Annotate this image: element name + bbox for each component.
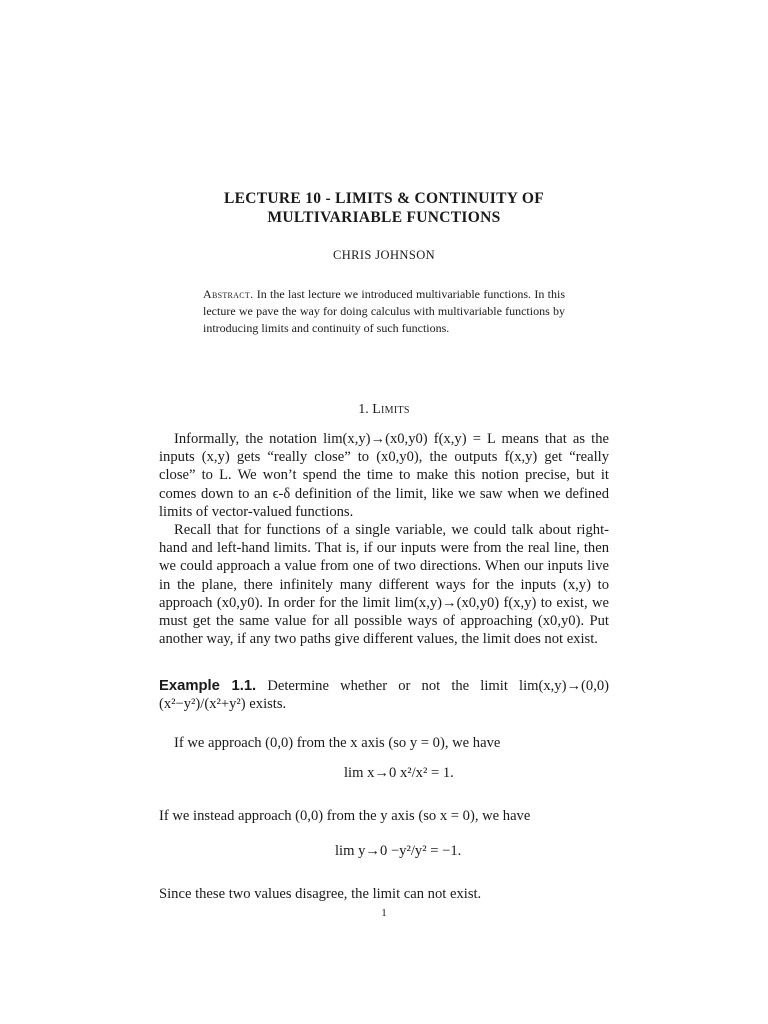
example-text: Determine whether or not the limit lim(x,y)→(0,0) (x²−y²)/(x²+y²) exists.: [159, 678, 610, 713]
paragraph-text: If we approach (0,0) from the x axis (so y = 0), we have: [174, 735, 501, 751]
abstract-label: Abstract.: [203, 287, 254, 301]
paragraph-text: Informally, the notation lim(x,y)→(x0,y0) f(x,y) = L means that as the inputs (x,y) gets “really close” to (x0,y0), the outputs f(x,y) get “really close” to L. We won’t spend the time to make this notion precise, but it comes down to an ϵ-δ definition of the limit, like we saw when we defined limits of vector-valued functions.: [159, 431, 609, 520]
equation-text: lim y→0 −y²/y² = −1.: [335, 843, 462, 859]
abstract: [203, 286, 565, 337]
abstract-text: In the last lecture we introduced multivariable functions. In this lecture we pave the way for doing calculus with multivariable functions by introducing limits and continuity of such functions.: [203, 287, 566, 335]
title-line-2: MULTIVARIABLE FUNCTIONS: [267, 209, 501, 226]
paragraph-text: Since these two values disagree, the limit can not exist.: [159, 886, 482, 902]
section-number: 1.: [358, 402, 369, 417]
document-title: [0, 189, 768, 227]
page-number: 1: [381, 907, 387, 919]
paragraph-y-axis: [159, 807, 609, 825]
section-heading: [0, 402, 768, 418]
paragraph-informal-notation: [159, 430, 609, 521]
author-name: CHRIS JOHNSON: [332, 248, 436, 262]
section-title: Limits: [372, 402, 410, 417]
example-label: Example 1.1.: [159, 678, 257, 694]
paragraph-text: Recall that for functions of a single variable, we could talk about right-hand and left-hand limits. That is, if our inputs were from the real line, then we could approach a value from one of two directions. When our inputs live in the plane, there infinitely many different ways for the inputs (x,y) to approach (x0,y0). In order for the limit lim(x,y)→(x0,y0) f(x,y) to exist, we must get the same value for all possible ways of approaching (x0,y0). Put another way, if any two paths give different values, the limit does not exist.: [159, 522, 609, 648]
paragraph-text: If we instead approach (0,0) from the y axis (so x = 0), we have: [159, 808, 531, 824]
equation-text: lim x→0 x²/x² = 1.: [344, 765, 454, 781]
paragraph-conclusion: [159, 885, 609, 903]
paragraph-x-axis: [159, 734, 609, 752]
title-line-1: LECTURE 10 - LIMITS & CONTINUITY OF: [224, 190, 544, 207]
example-block: [159, 677, 609, 713]
paragraph-directions: [159, 521, 609, 648]
